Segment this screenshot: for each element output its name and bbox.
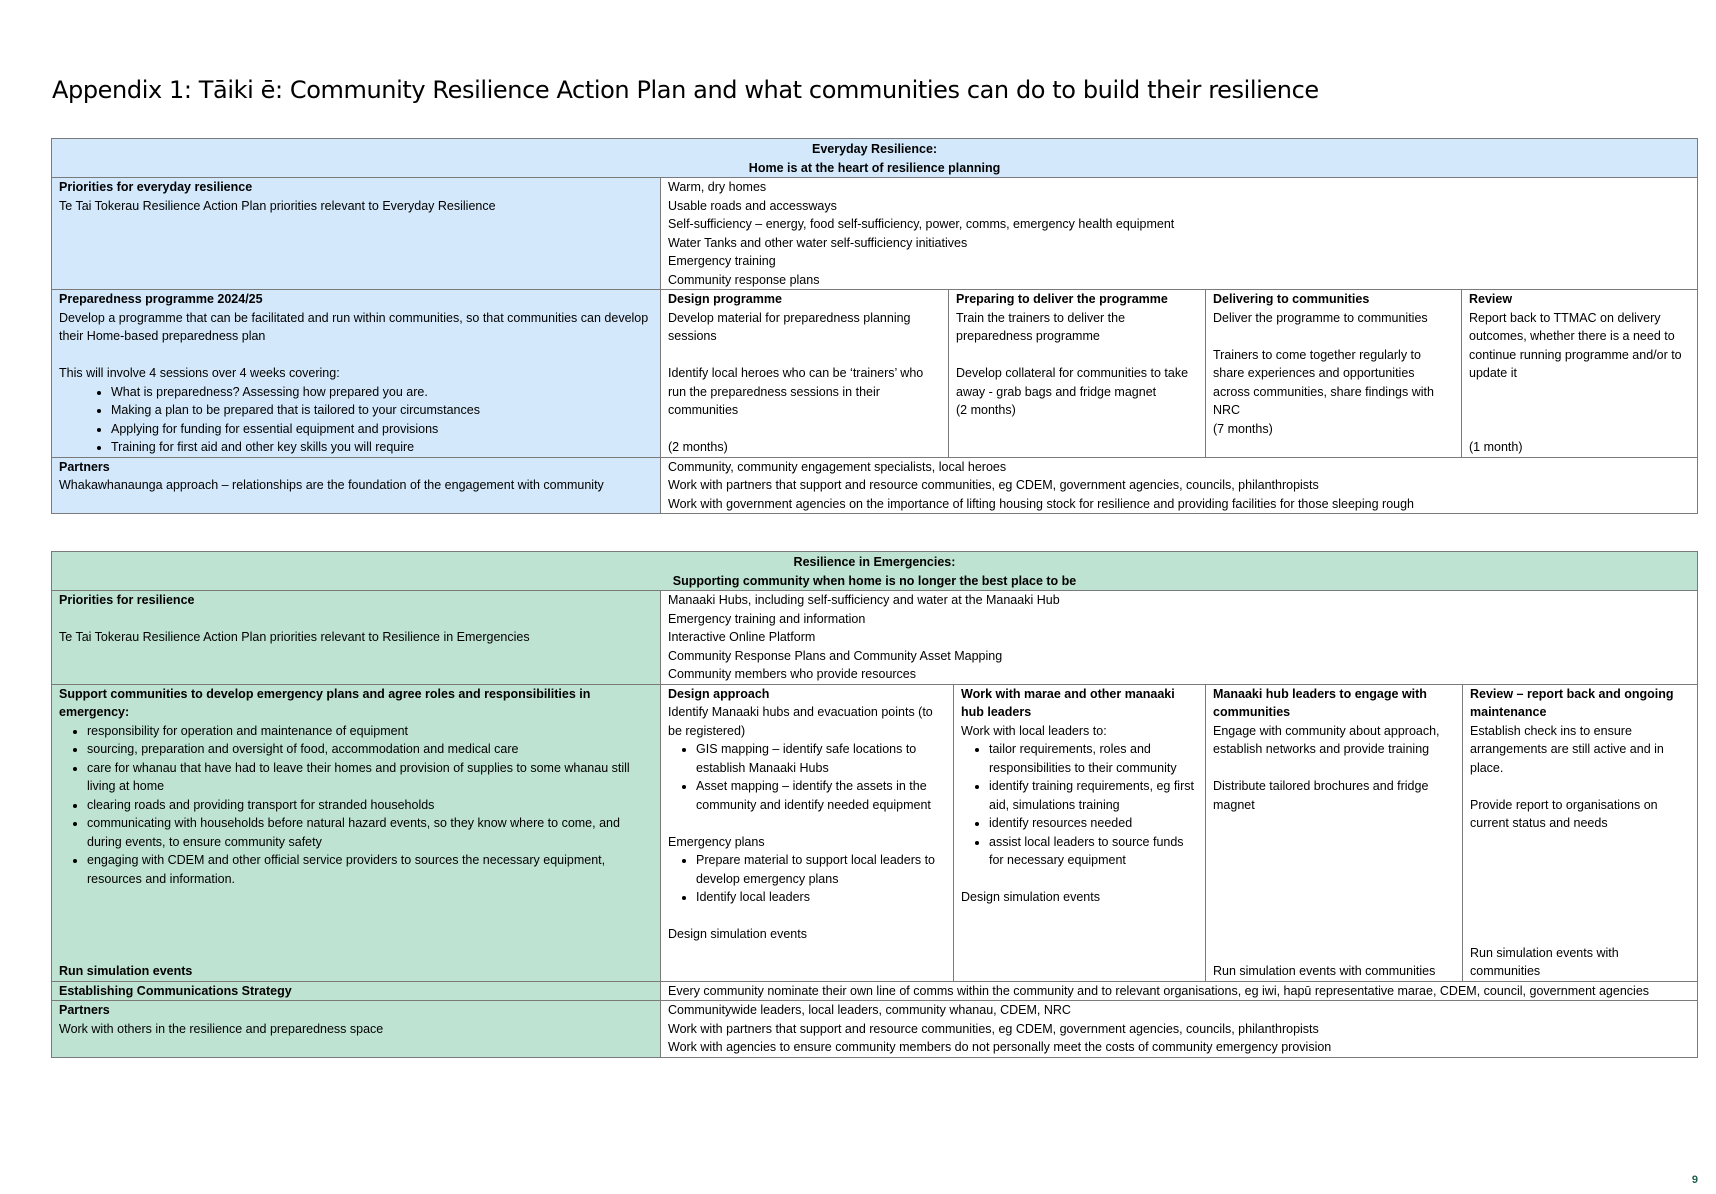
everyday-header-row: [52, 139, 1698, 178]
emergency-partners-label-cell: [52, 1001, 661, 1058]
partners-sub: Work with others in the resilience and preparedness space: [59, 1021, 384, 1036]
step-text: Work with local leaders to:: [961, 723, 1107, 738]
step-text: Identify Manaaki hubs and evacuation points (to be registered): [668, 705, 933, 738]
list-item: Work with government agencies on the importance of lifting housing stock for resilience and providing facilities for those sleeping rough: [668, 496, 1415, 511]
step-heading: Design programme: [668, 292, 782, 306]
emergency-resilience-table: [51, 551, 1698, 1058]
list-item: • GIS mapping – identify safe locations to establish Manaaki Hubs: [696, 740, 946, 777]
everyday-resilience-table: [51, 138, 1698, 514]
step-text: Engage with community about approach, establish networks and provide training: [1213, 723, 1440, 756]
step-text: Develop collateral for communities to take away - grab bags and fridge magnet: [956, 366, 1189, 399]
step-text: Report back to TTMAC on delivery outcomes, whether there is a need to continue running programme and/or to update it: [1469, 310, 1682, 380]
programme-bullets: [59, 383, 653, 457]
support-step-marae: [954, 684, 1206, 981]
programme-label: Preparedness programme 2024/25: [59, 292, 263, 306]
partners-label: Partners: [59, 459, 110, 474]
step-duration: (7 months): [1213, 421, 1273, 436]
step-duration: (1 month): [1469, 440, 1523, 454]
list-item: • care for whanau that have had to leave their homes and provision of supplies to some whanau still living at home: [87, 759, 653, 796]
list-item: • assist local leaders to source funds for necessary equipment: [989, 833, 1198, 870]
list-item: • Prepare material to support local leaders to develop emergency plans: [696, 851, 946, 888]
step-heading: Work with marae and other manaaki hub leaders: [961, 686, 1175, 719]
programme-step-design: [661, 290, 949, 458]
step-text: Deliver the programme to communities: [1213, 310, 1428, 325]
list-item: Work with agencies to ensure community members do not personally meet the costs of community emergency provision: [668, 1040, 1332, 1054]
partners-label-cell: [52, 457, 661, 514]
everyday-priorities-label-cell: [52, 178, 661, 290]
list-item: Emergency training: [668, 254, 776, 268]
list-item: • tailor requirements, roles and responsibilities to their community: [989, 740, 1198, 777]
list-item: Community Response Plans and Community Asset Mapping: [668, 648, 1003, 663]
support-label-cell: [52, 684, 661, 981]
programme-desc: Develop a programme that can be facilitated and run within communities, so that communities can develop their Home-based preparedness plan: [59, 310, 649, 343]
list-item: Community, community engagement specialists, local heroes: [668, 459, 1007, 474]
emergency-header-subtitle: Supporting community when home is no longer the best place to be: [672, 573, 1077, 588]
emergency-priorities-label-cell: [52, 591, 661, 685]
list-item: • Training for first aid and other key skills you will require: [111, 438, 653, 457]
emergency-support-row: [52, 684, 1698, 981]
step-text: Run simulation events with communities: [1470, 945, 1619, 978]
step-text: Emergency plans: [668, 834, 765, 849]
emergency-partners-row: [52, 1001, 1698, 1058]
list-item: Communitywide leaders, local leaders, community whanau, CDEM, NRC: [668, 1003, 1071, 1017]
step-text: Trainers to come together regularly to share experiences and opportunities across communities, share findings with NRC: [1213, 347, 1434, 417]
comms-text: [661, 981, 1698, 1001]
step-heading: Design approach: [668, 686, 770, 701]
everyday-priorities-list: [661, 178, 1698, 290]
emergency-partners-list: [661, 1001, 1698, 1058]
list-item: Emergency training and information: [668, 611, 866, 626]
emergency-priorities-sub: Te Tai Tokerau Resilience Action Plan priorities relevant to Resilience in Emergencies: [59, 630, 530, 644]
list-item: • What is preparedness? Assessing how prepared you are.: [111, 383, 653, 402]
list-item: Work with partners that support and resource communities, eg CDEM, government agencies, councils, philanthropists: [668, 1021, 1319, 1036]
emergency-priorities-row: [52, 591, 1698, 685]
support-step-review: [1463, 684, 1698, 981]
emergency-comms-row: [52, 981, 1698, 1001]
page-number: 9: [1691, 1174, 1698, 1186]
list-item: Interactive Online Platform: [668, 630, 816, 644]
list-item: Warm, dry homes: [668, 180, 767, 194]
list-item: Community response plans: [668, 272, 820, 287]
list-item: Work with partners that support and resource communities, eg CDEM, government agencies, councils, philanthropists: [668, 478, 1319, 492]
step-heading: Manaaki hub leaders to engage with communities: [1213, 686, 1427, 719]
list-item: Manaaki Hubs, including self-sufficiency and water at the Manaaki Hub: [668, 593, 1060, 607]
support-step-design: [661, 684, 954, 981]
step-text: Distribute tailored brochures and fridge magnet: [1213, 779, 1429, 812]
list-item: • communicating with households before natural hazard events, so they know where to come, and during events, to ensure community safety: [87, 814, 653, 851]
list-item: • clearing roads and providing transport for stranded households: [87, 796, 653, 815]
step-text: Establish check ins to ensure arrangements are still active and in place.: [1470, 723, 1664, 775]
everyday-priorities-sub: Te Tai Tokerau Resilience Action Plan priorities relevant to Everyday Resilience: [59, 198, 496, 213]
list-item: • Applying for funding for essential equipment and provisions: [111, 420, 653, 439]
list-item: • sourcing, preparation and oversight of food, accommodation and medical care: [87, 740, 653, 759]
list-item: • Asset mapping – identify the assets in the community and identify needed equipment: [696, 777, 946, 814]
step-bullets: [961, 740, 1198, 870]
emergency-priorities-label: Priorities for resilience: [59, 593, 195, 607]
support-bullets: [59, 722, 653, 889]
step-heading: Delivering to communities: [1213, 292, 1370, 306]
everyday-priorities-label: Priorities for everyday resilience: [59, 180, 253, 194]
list-item: • responsibility for operation and maintenance of equipment: [87, 722, 653, 741]
list-item: • identify resources needed: [989, 814, 1198, 833]
step-text: Train the trainers to deliver the preparedness programme: [956, 310, 1126, 343]
step-heading: Review: [1469, 292, 1513, 306]
page-title: Appendix 1: Tāiki ē: Community Resilience Action Plan and what communities can do to build their resilience: [52, 76, 1319, 104]
list-item: Water Tanks and other water self-sufficiency initiatives: [668, 235, 968, 250]
comms-text-line: Every community nominate their own line of comms within the community and to relevant organisations, eg iwi, hapū representative marae, CDEM, council, government agencies: [668, 983, 1650, 998]
programme-label-cell: [52, 290, 661, 458]
step-bullets: [668, 740, 946, 814]
programme-step-deliver: [1206, 290, 1462, 458]
list-item: Usable roads and accessways: [668, 198, 837, 213]
step-text: Develop material for preparedness planning sessions: [668, 310, 911, 343]
list-item: • Identify local leaders: [696, 888, 946, 907]
step-bullets: [668, 851, 946, 907]
programme-step-review: [1462, 290, 1698, 458]
programme-involve: This will involve 4 sessions over 4 weeks covering:: [59, 366, 340, 380]
list-item: • engaging with CDEM and other official service providers to sources the necessary equipment, resources and information.: [87, 851, 653, 888]
support-step-hub-leaders: [1206, 684, 1463, 981]
step-heading: Review – report back and ongoing maintenance: [1470, 686, 1674, 719]
list-item: Self-sufficiency – energy, food self-sufficiency, power, comms, emergency health equipment: [668, 217, 1175, 231]
emergency-header-title: Resilience in Emergencies:: [793, 555, 956, 569]
step-text: Design simulation events: [961, 890, 1100, 904]
everyday-header-title: Everyday Resilience:: [811, 142, 938, 156]
list-item: • identify training requirements, eg first aid, simulations training: [989, 777, 1198, 814]
comms-label: Establishing Communications Strategy: [59, 983, 292, 998]
everyday-priorities-row: [52, 178, 1698, 290]
run-simulation-label: Run simulation events: [59, 964, 193, 978]
everyday-partners-row: [52, 457, 1698, 514]
everyday-programme-row: [52, 290, 1698, 458]
list-item: • Making a plan to be prepared that is tailored to your circumstances: [111, 401, 653, 420]
step-text: Design simulation events: [668, 927, 807, 941]
step-duration: (2 months): [956, 403, 1016, 417]
everyday-header-subtitle: Home is at the heart of resilience planning: [748, 160, 1001, 175]
programme-step-prepare: [949, 290, 1206, 458]
emergency-priorities-list: [661, 591, 1698, 685]
list-item: Community members who provide resources: [668, 667, 917, 681]
support-label: Support communities to develop emergency plans and agree roles and responsibilities in emergency:: [59, 686, 591, 719]
step-text: Provide report to organisations on current status and needs: [1470, 797, 1658, 830]
comms-label-cell: [52, 981, 661, 1001]
emergency-header-row: [52, 552, 1698, 591]
partners-sub: Whakawhanaunga approach – relationships are the foundation of the engagement with community: [59, 478, 604, 492]
step-duration: (2 months): [668, 440, 728, 454]
partners-label: Partners: [59, 1003, 110, 1017]
step-heading: Preparing to deliver the programme: [956, 292, 1168, 306]
partners-list: [661, 457, 1698, 514]
step-text: Run simulation events with communities: [1213, 964, 1436, 978]
step-text: Identify local heroes who can be ‘trainers’ who run the preparedness sessions in their communities: [668, 366, 924, 417]
